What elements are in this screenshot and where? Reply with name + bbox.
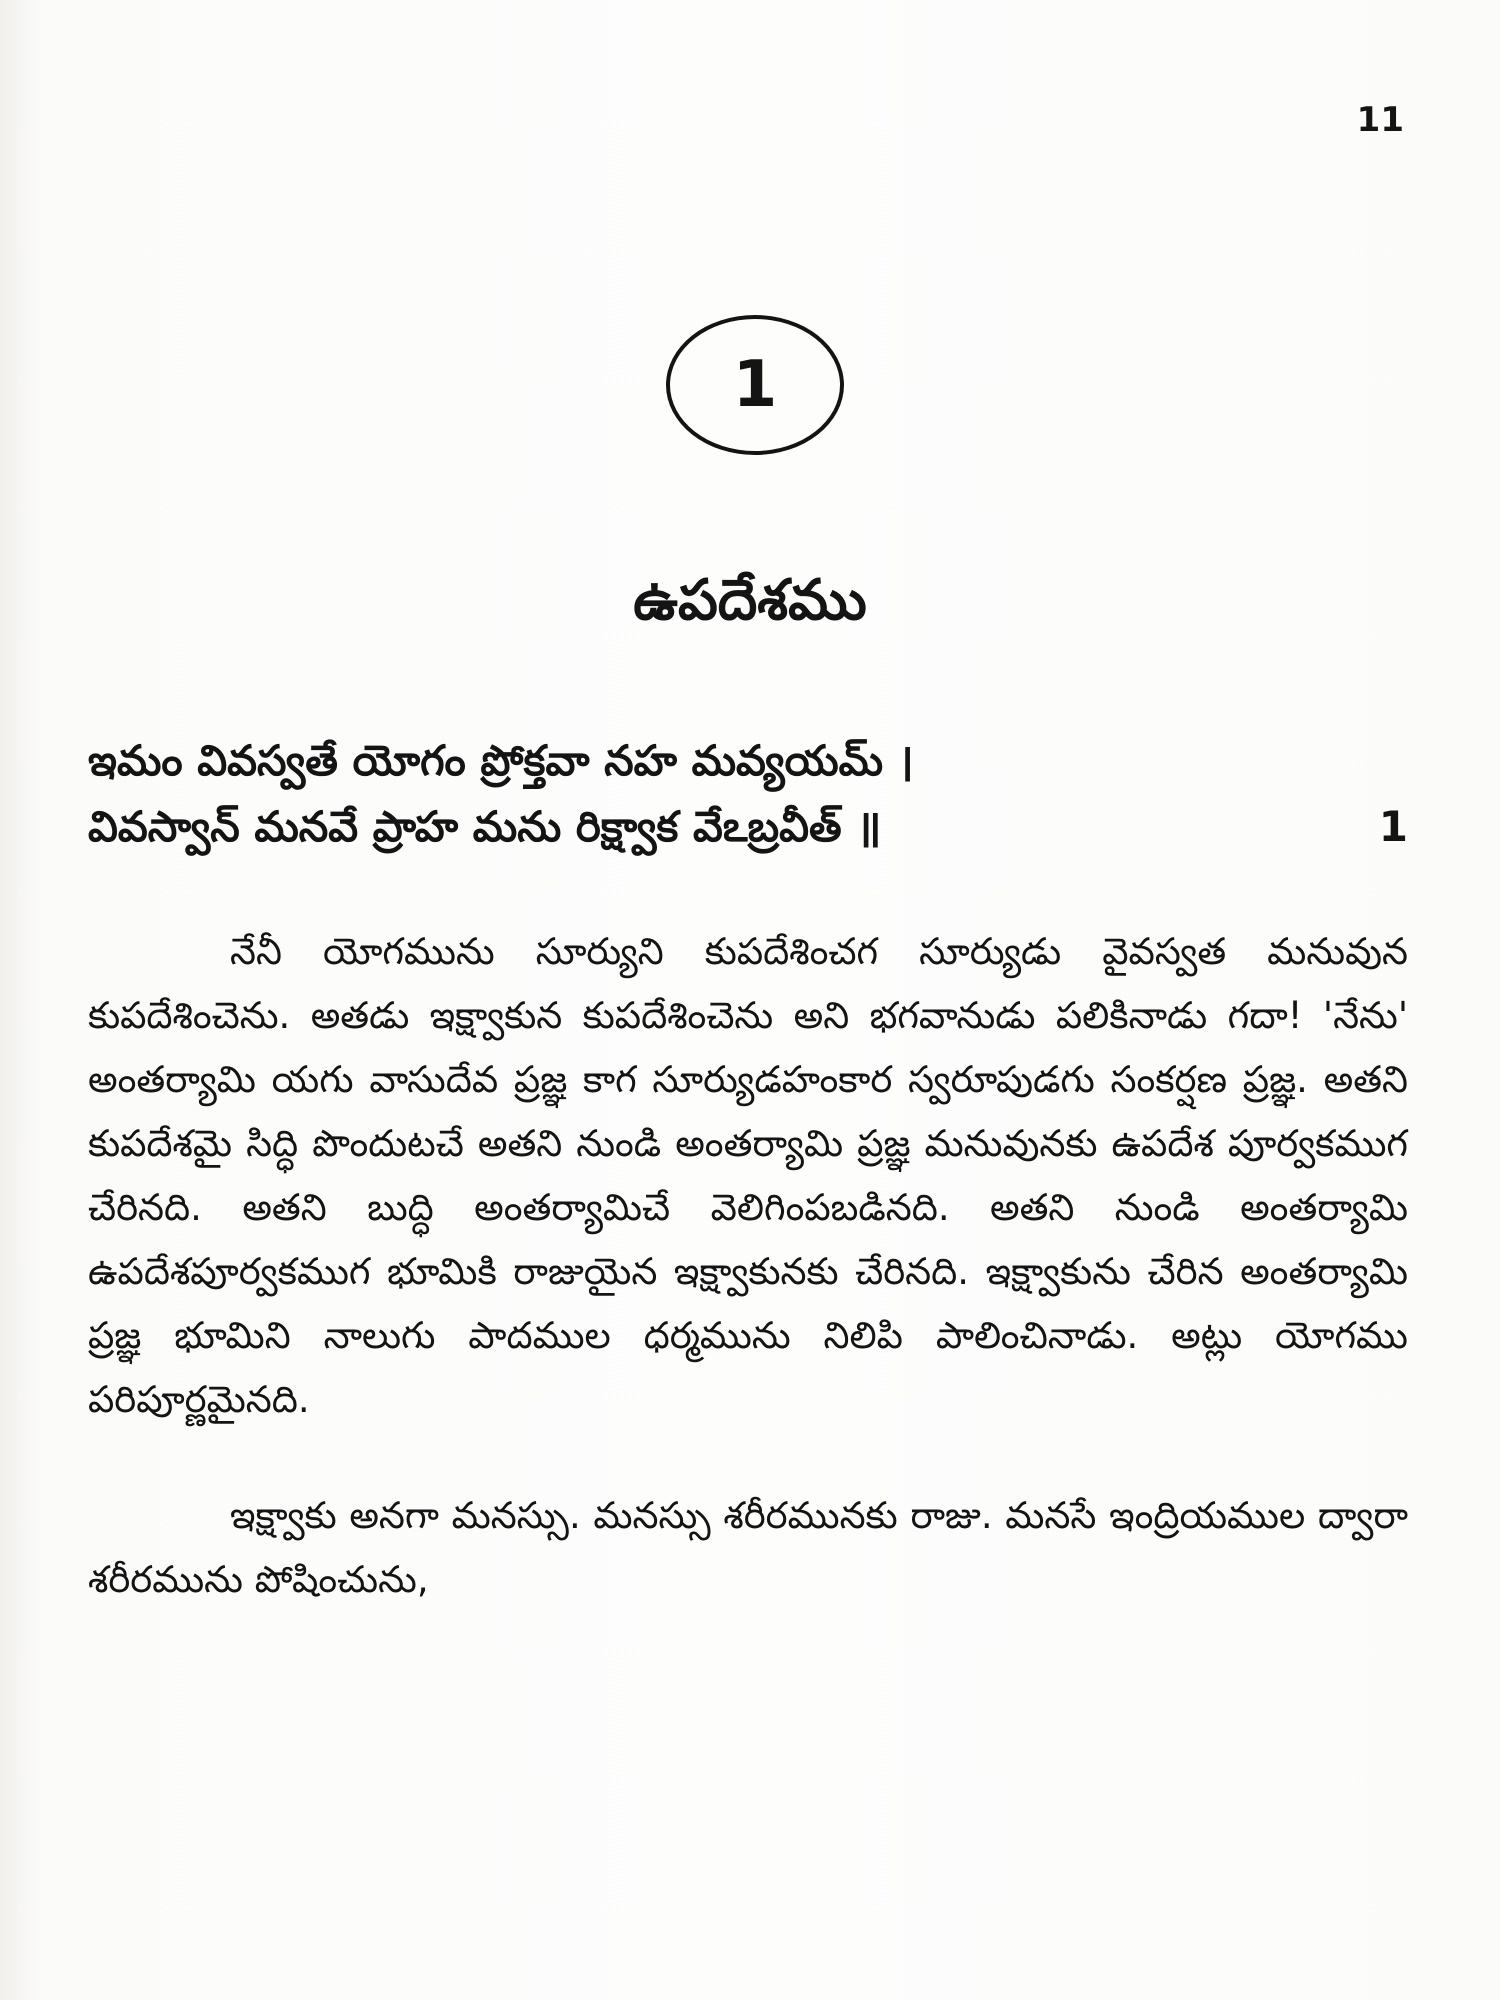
paragraph: నేనీ యోగమును సూర్యుని కుపదేశించగ సూర్యుడు వైవస్వత మనువున కుపదేశించెను. అతడు ఇక్ష్వాకున కుపదేశించెను అని భగవానుడు పలికినాడు గదా! 'నేను' అంతర్యామి యగు వాసుదేవ ప్రజ్ఞ కాగ సూర్యుడహంకార స్వరూపుడగు సంకర్షణ ప్రజ్ఞ. అతని కుపదేశమై సిద్ధి పొందుటచే అతని నుండి అంతర్యామి ప్రజ్ఞ మనువునకు ఉపదేశ పూర్వకముగ చేరినది. అతని బుద్ధి అంతర్యామిచే వెలిగింపబడినది. అతని నుండి అంతర్యామి ఉపదేశపూర్వకముగ భూమికి రాజుయైన ఇక్ష్వాకునకు చేరినది. ఇక్ష్వాకును చేరిన అంతర్యామి ప్రజ్ఞ భూమిని నాలుగు పాదముల ధర్మమును నిలిపి పాలించినాడు. అట్లు యోగము పరిపూర్ణమైనది. [88, 930, 1408, 1421]
verse-line-1: ఇమం వివస్వతే యోగం ప్రోక్తవా నహ మవ్యయమ్ । [88, 736, 914, 785]
sanskrit-verse [88, 728, 1408, 860]
verse-number: 1 [1378, 802, 1408, 851]
page-number: 11 [1356, 100, 1404, 140]
verse-line-2-text: వివస్వాన్ మనవే ప్రాహ మను రిక్ష్వాక వేఽబ్రవీత్ ॥ [88, 802, 882, 851]
chapter-number-circle [666, 315, 844, 455]
chapter-title: ఉపదేశము [633, 568, 867, 633]
verse-line-2 [88, 794, 1408, 860]
commentary-text [88, 920, 1408, 1612]
paragraph: ఇక్ష్వాకు అనగా మనస్సు. మనస్సు శరీరమునకు రాజు. మనసే ఇంద్రియముల ద్వారా శరీరమును పోషించును, [88, 1494, 1408, 1601]
chapter-number: 1 [732, 348, 778, 422]
